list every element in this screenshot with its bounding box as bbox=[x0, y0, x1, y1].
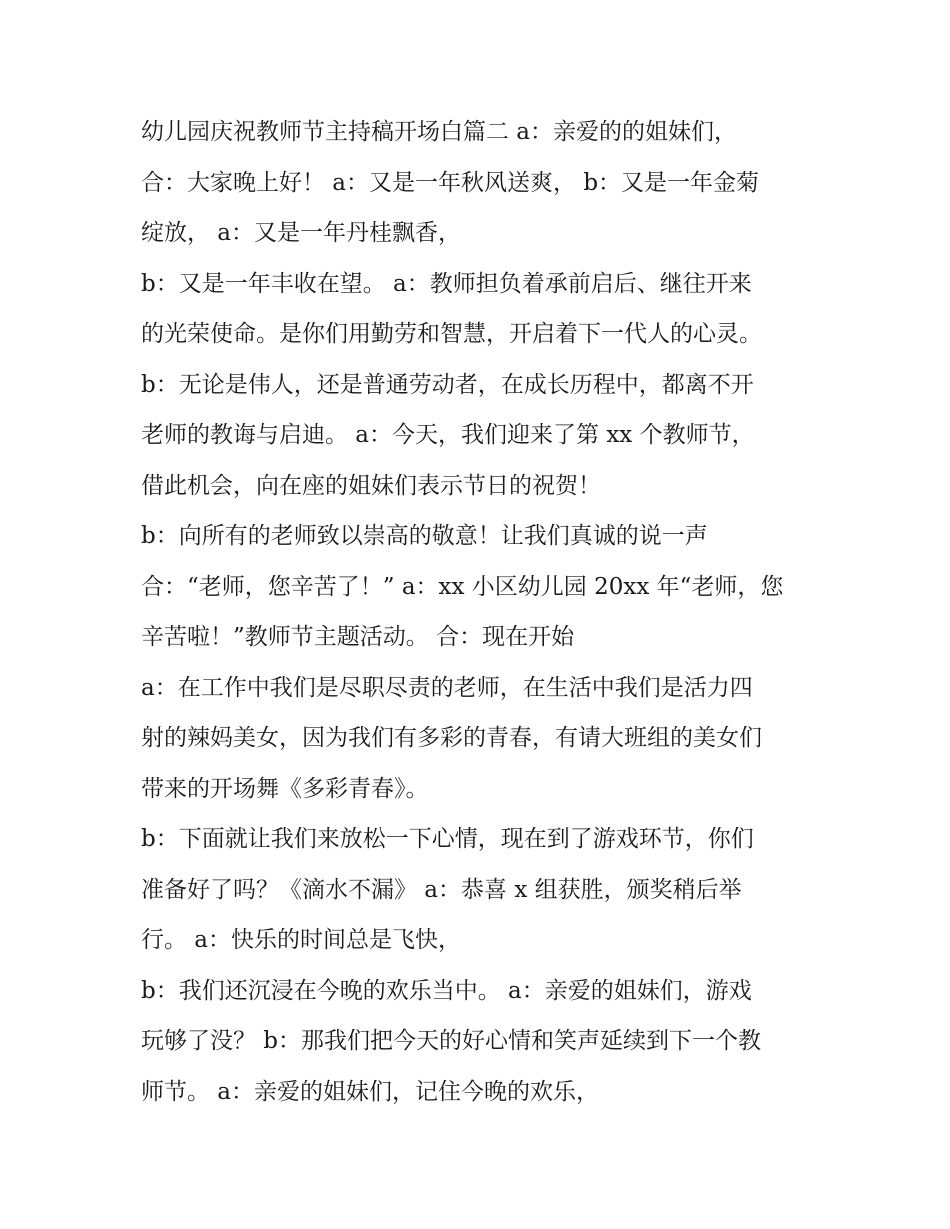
text-line: 幼儿园庆祝教师节主持稿开场白篇二 a：亲爱的的姐妹们， bbox=[141, 119, 738, 145]
text-line: 玩够了没？ b：那我们把今天的好心情和笑声延续到下一个教 bbox=[141, 1028, 762, 1054]
text-line: 合：“老师，您辛苦了！” a：xx 小区幼儿园 20xx 年“老师，您 bbox=[141, 573, 784, 600]
text-line: a：在工作中我们是尽职尽责的老师，在生活中我们是活力四 bbox=[141, 674, 753, 701]
text-line: 射的辣妈美女，因为我们有多彩的青春，有请大班组的美女们 bbox=[141, 725, 762, 751]
text-line: 行。 a：快乐的时间总是飞快， bbox=[141, 927, 462, 953]
text-line: b：我们还沉浸在今晚的欢乐当中。 a：亲爱的姐妹们，游戏 bbox=[141, 977, 752, 1004]
text-line: 老师的教诲与启迪。 a：今天，我们迎来了第 xx 个教师节， bbox=[141, 422, 755, 448]
text-line: 借此机会，向在座的姐妹们表示节日的祝贺！ bbox=[141, 472, 601, 499]
text-line: 合：大家晚上好！ a：又是一年秋风送爽， b：又是一年金菊 bbox=[141, 169, 760, 196]
text-line: 带来的开场舞《多彩青春》。 bbox=[141, 775, 429, 802]
text-line: 辛苦啦！”教师节主题活动。 合：现在开始 bbox=[141, 624, 575, 650]
text-line: 的光荣使命。是你们用勤劳和智慧，开启着下一代人的心灵。 bbox=[141, 321, 762, 347]
text-line: b：向所有的老师致以崇高的敬意！让我们真诚的说一声 bbox=[141, 523, 708, 549]
text-line: 准备好了吗？《滴水不漏》 a：恭喜 x 组获胜，颁奖稍后举 bbox=[141, 876, 742, 903]
text-line: b：无论是伟人，还是普通劳动者，在成长历程中，都离不开 bbox=[141, 371, 754, 398]
text-line: 师节。 a：亲爱的姐妹们，记住今晚的欢乐， bbox=[141, 1078, 600, 1105]
document-body bbox=[141, 107, 831, 1117]
text-line: 绽放， a：又是一年丹桂飘香， bbox=[141, 220, 462, 246]
text-line: b：又是一年丰收在望。 a：教师担负着承前启后、继往开来 bbox=[141, 270, 752, 297]
text-line: b：下面就让我们来放松一下心情，现在到了游戏环节，你们 bbox=[141, 826, 754, 852]
